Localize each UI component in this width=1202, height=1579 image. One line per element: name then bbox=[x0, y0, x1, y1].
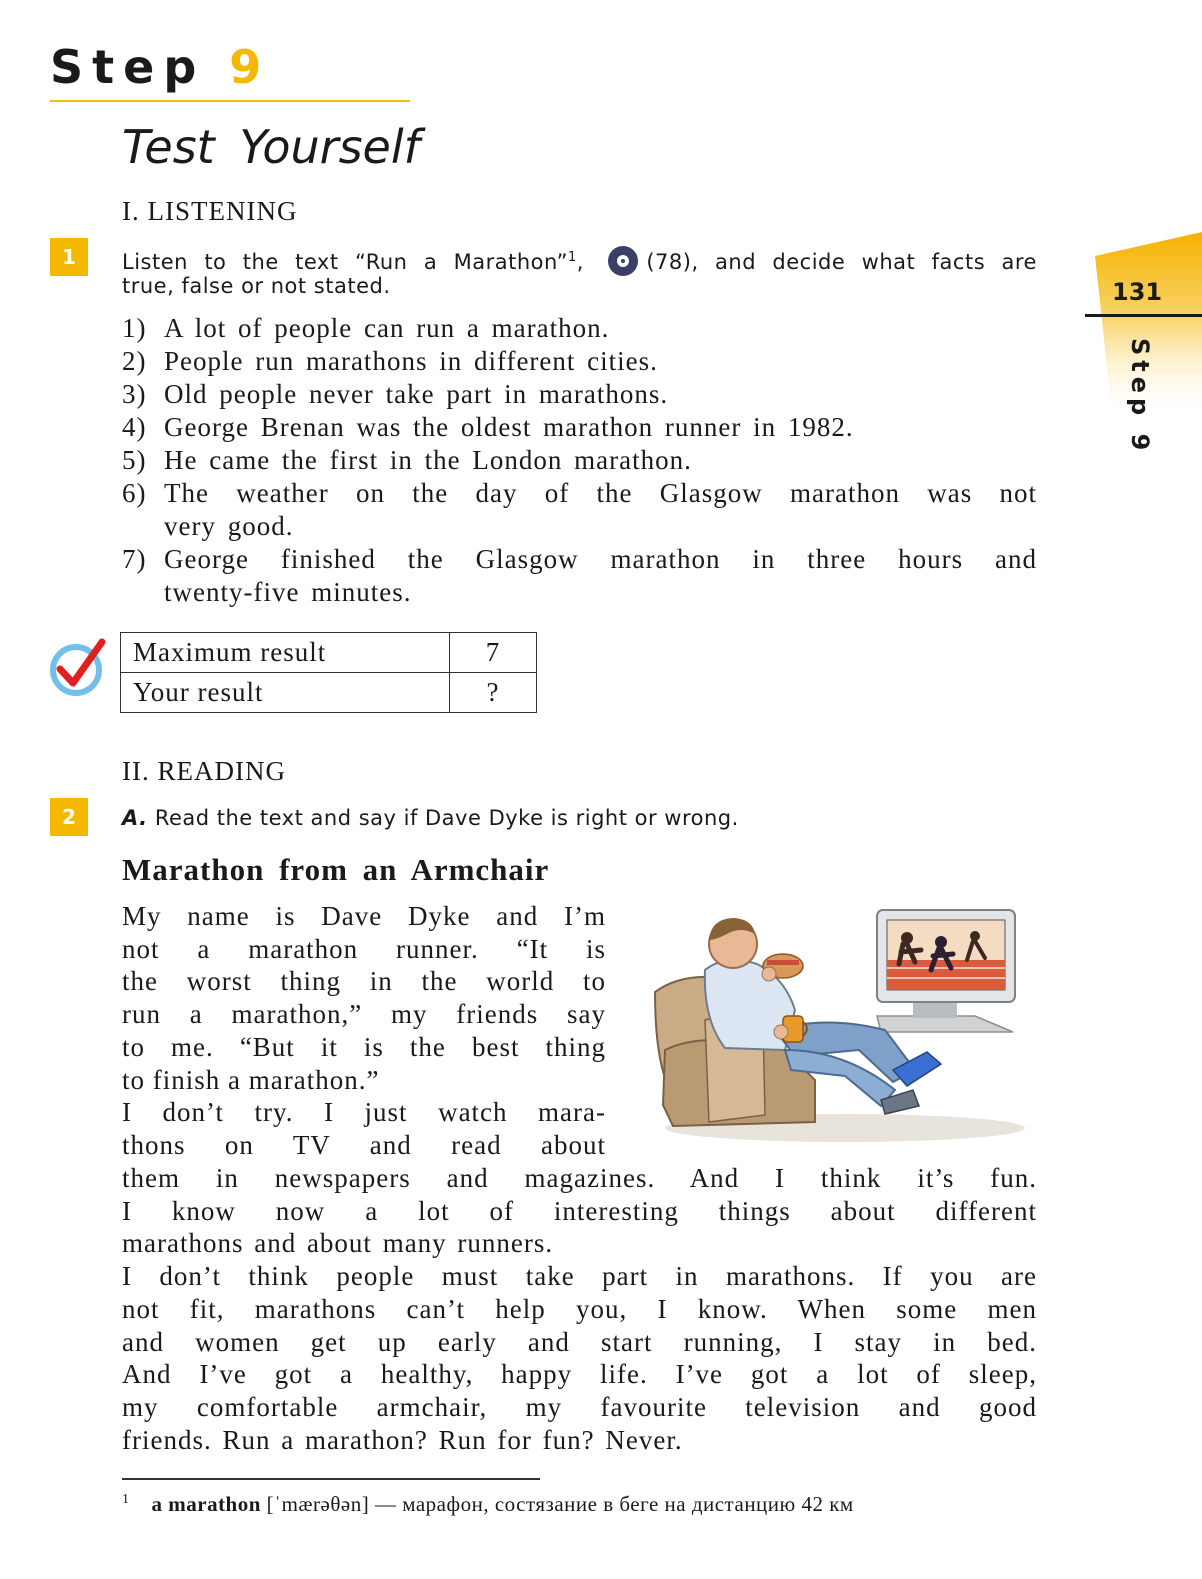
step-underline bbox=[50, 100, 410, 102]
table-row bbox=[121, 673, 537, 713]
text-line: the worst thing in the world to bbox=[122, 966, 606, 997]
footnote-definition: — марафон, состязание в беге на дистанцию 42 км bbox=[374, 1492, 854, 1516]
text-line: not a marathon runner. “It is bbox=[122, 933, 606, 964]
result-label: Maximum result bbox=[121, 633, 450, 673]
task-number-badge: 1 bbox=[50, 238, 88, 276]
reading-instruction bbox=[122, 804, 739, 832]
text-line: marathons and about many runners. bbox=[122, 1228, 554, 1259]
item-text: A lot of people can run a marathon. bbox=[164, 313, 610, 343]
text-line: and women get up early and start running, I stay in bed. bbox=[122, 1326, 1037, 1357]
step-word: Step bbox=[50, 40, 206, 94]
text-line: run a marathon,” my friends say bbox=[122, 999, 606, 1030]
footnote-transcription: [ˈmærəθən] bbox=[266, 1492, 370, 1516]
item-number: 2) bbox=[122, 346, 147, 376]
item-text: The weather on the day of the Glasgow marathon was not bbox=[164, 478, 1037, 508]
text-line: And I’ve got a healthy, happy life. I’ve got a lot of sleep, bbox=[122, 1359, 1037, 1390]
list-item bbox=[122, 378, 1037, 411]
text-line: thons on TV and read about bbox=[122, 1129, 606, 1160]
footnote-term: a marathon bbox=[151, 1492, 261, 1516]
footnote bbox=[122, 1492, 1037, 1517]
text-line: I know now a lot of interesting things about different bbox=[122, 1195, 1037, 1226]
footnote-number: 1 bbox=[122, 1492, 130, 1507]
result-value: 7 bbox=[450, 633, 537, 673]
list-item-continuation bbox=[122, 576, 1037, 609]
item-text: People run marathons in different cities. bbox=[164, 346, 658, 376]
item-text: George finished the Glasgow marathon in three hours and bbox=[164, 544, 1037, 574]
footnote-ref: 1 bbox=[568, 250, 577, 265]
check-icon bbox=[46, 636, 110, 700]
result-value: ? bbox=[450, 673, 537, 713]
side-step-label: Step 9 bbox=[1126, 338, 1154, 456]
text-line: I don’t try. I just watch mara- bbox=[122, 1097, 606, 1128]
list-item bbox=[122, 543, 1037, 576]
item-text: Old people never take part in marathons. bbox=[164, 379, 669, 409]
list-item bbox=[122, 345, 1037, 378]
text-line: not fit, marathons can’t help you, I know. When some men bbox=[122, 1293, 1037, 1324]
item-number: 4) bbox=[122, 412, 147, 442]
reading-text-column bbox=[122, 900, 606, 1162]
text-line: to me. “But it is the best thing bbox=[122, 1031, 606, 1062]
list-item bbox=[122, 411, 1037, 444]
table-row bbox=[121, 633, 537, 673]
item-text: George Brenan was the oldest marathon runner in 1982. bbox=[164, 412, 854, 442]
side-tab-rule bbox=[1085, 314, 1202, 317]
reading-title: Marathon from an Armchair bbox=[122, 852, 550, 887]
text-line: to finish a marathon.” bbox=[122, 1064, 380, 1095]
item-text: very good. bbox=[164, 511, 294, 541]
item-text: twenty-five minutes. bbox=[164, 577, 412, 607]
item-number: 3) bbox=[122, 379, 147, 409]
list-item-continuation bbox=[122, 510, 1037, 543]
text-line: friends. Run a marathon? Run for fun? Never. bbox=[122, 1424, 683, 1455]
item-number: 1) bbox=[122, 313, 147, 343]
task-letter: A. bbox=[122, 806, 148, 830]
task-instruction-line2: true, false or not stated. bbox=[122, 274, 391, 298]
footnote-divider bbox=[122, 1478, 540, 1480]
instruction-comma: , bbox=[576, 250, 601, 274]
task-number-badge: 2 bbox=[50, 798, 88, 836]
step-heading bbox=[50, 40, 270, 94]
statement-list bbox=[122, 312, 1037, 609]
item-text: He came the first in the London marathon. bbox=[164, 445, 692, 475]
result-table bbox=[120, 632, 537, 713]
instruction-text: Read the text and say if Dave Dyke is right or wrong. bbox=[154, 806, 739, 830]
instruction-text: Listen to the text “Run a Marathon” bbox=[122, 250, 569, 274]
reading-text-full bbox=[122, 1162, 1037, 1456]
text-line: I don’t think people must take part in marathons. If you are bbox=[122, 1261, 1037, 1292]
page-title: Test Yourself bbox=[122, 120, 420, 174]
page-number: 131 bbox=[1112, 278, 1163, 306]
item-number: 5) bbox=[122, 445, 147, 475]
cd-icon bbox=[608, 246, 638, 276]
section-heading-listening: I. LISTENING bbox=[122, 196, 298, 226]
item-number: 7) bbox=[122, 544, 147, 574]
text-line: them in newspapers and magazines. And I think it’s fun. bbox=[122, 1163, 1037, 1193]
list-item bbox=[122, 312, 1037, 345]
instruction-text-2: (78), and decide what facts are bbox=[646, 250, 1037, 274]
armchair-tv-illustration bbox=[645, 900, 1035, 1150]
result-label: Your result bbox=[121, 673, 450, 713]
list-item bbox=[122, 444, 1037, 477]
step-number: 9 bbox=[229, 40, 271, 94]
list-item bbox=[122, 477, 1037, 510]
text-line: My name is Dave Dyke and I’m bbox=[122, 901, 606, 931]
item-number: 6) bbox=[122, 478, 147, 508]
text-line: my comfortable armchair, my favourite television and good bbox=[122, 1391, 1037, 1422]
section-heading-reading: II. READING bbox=[122, 756, 286, 786]
